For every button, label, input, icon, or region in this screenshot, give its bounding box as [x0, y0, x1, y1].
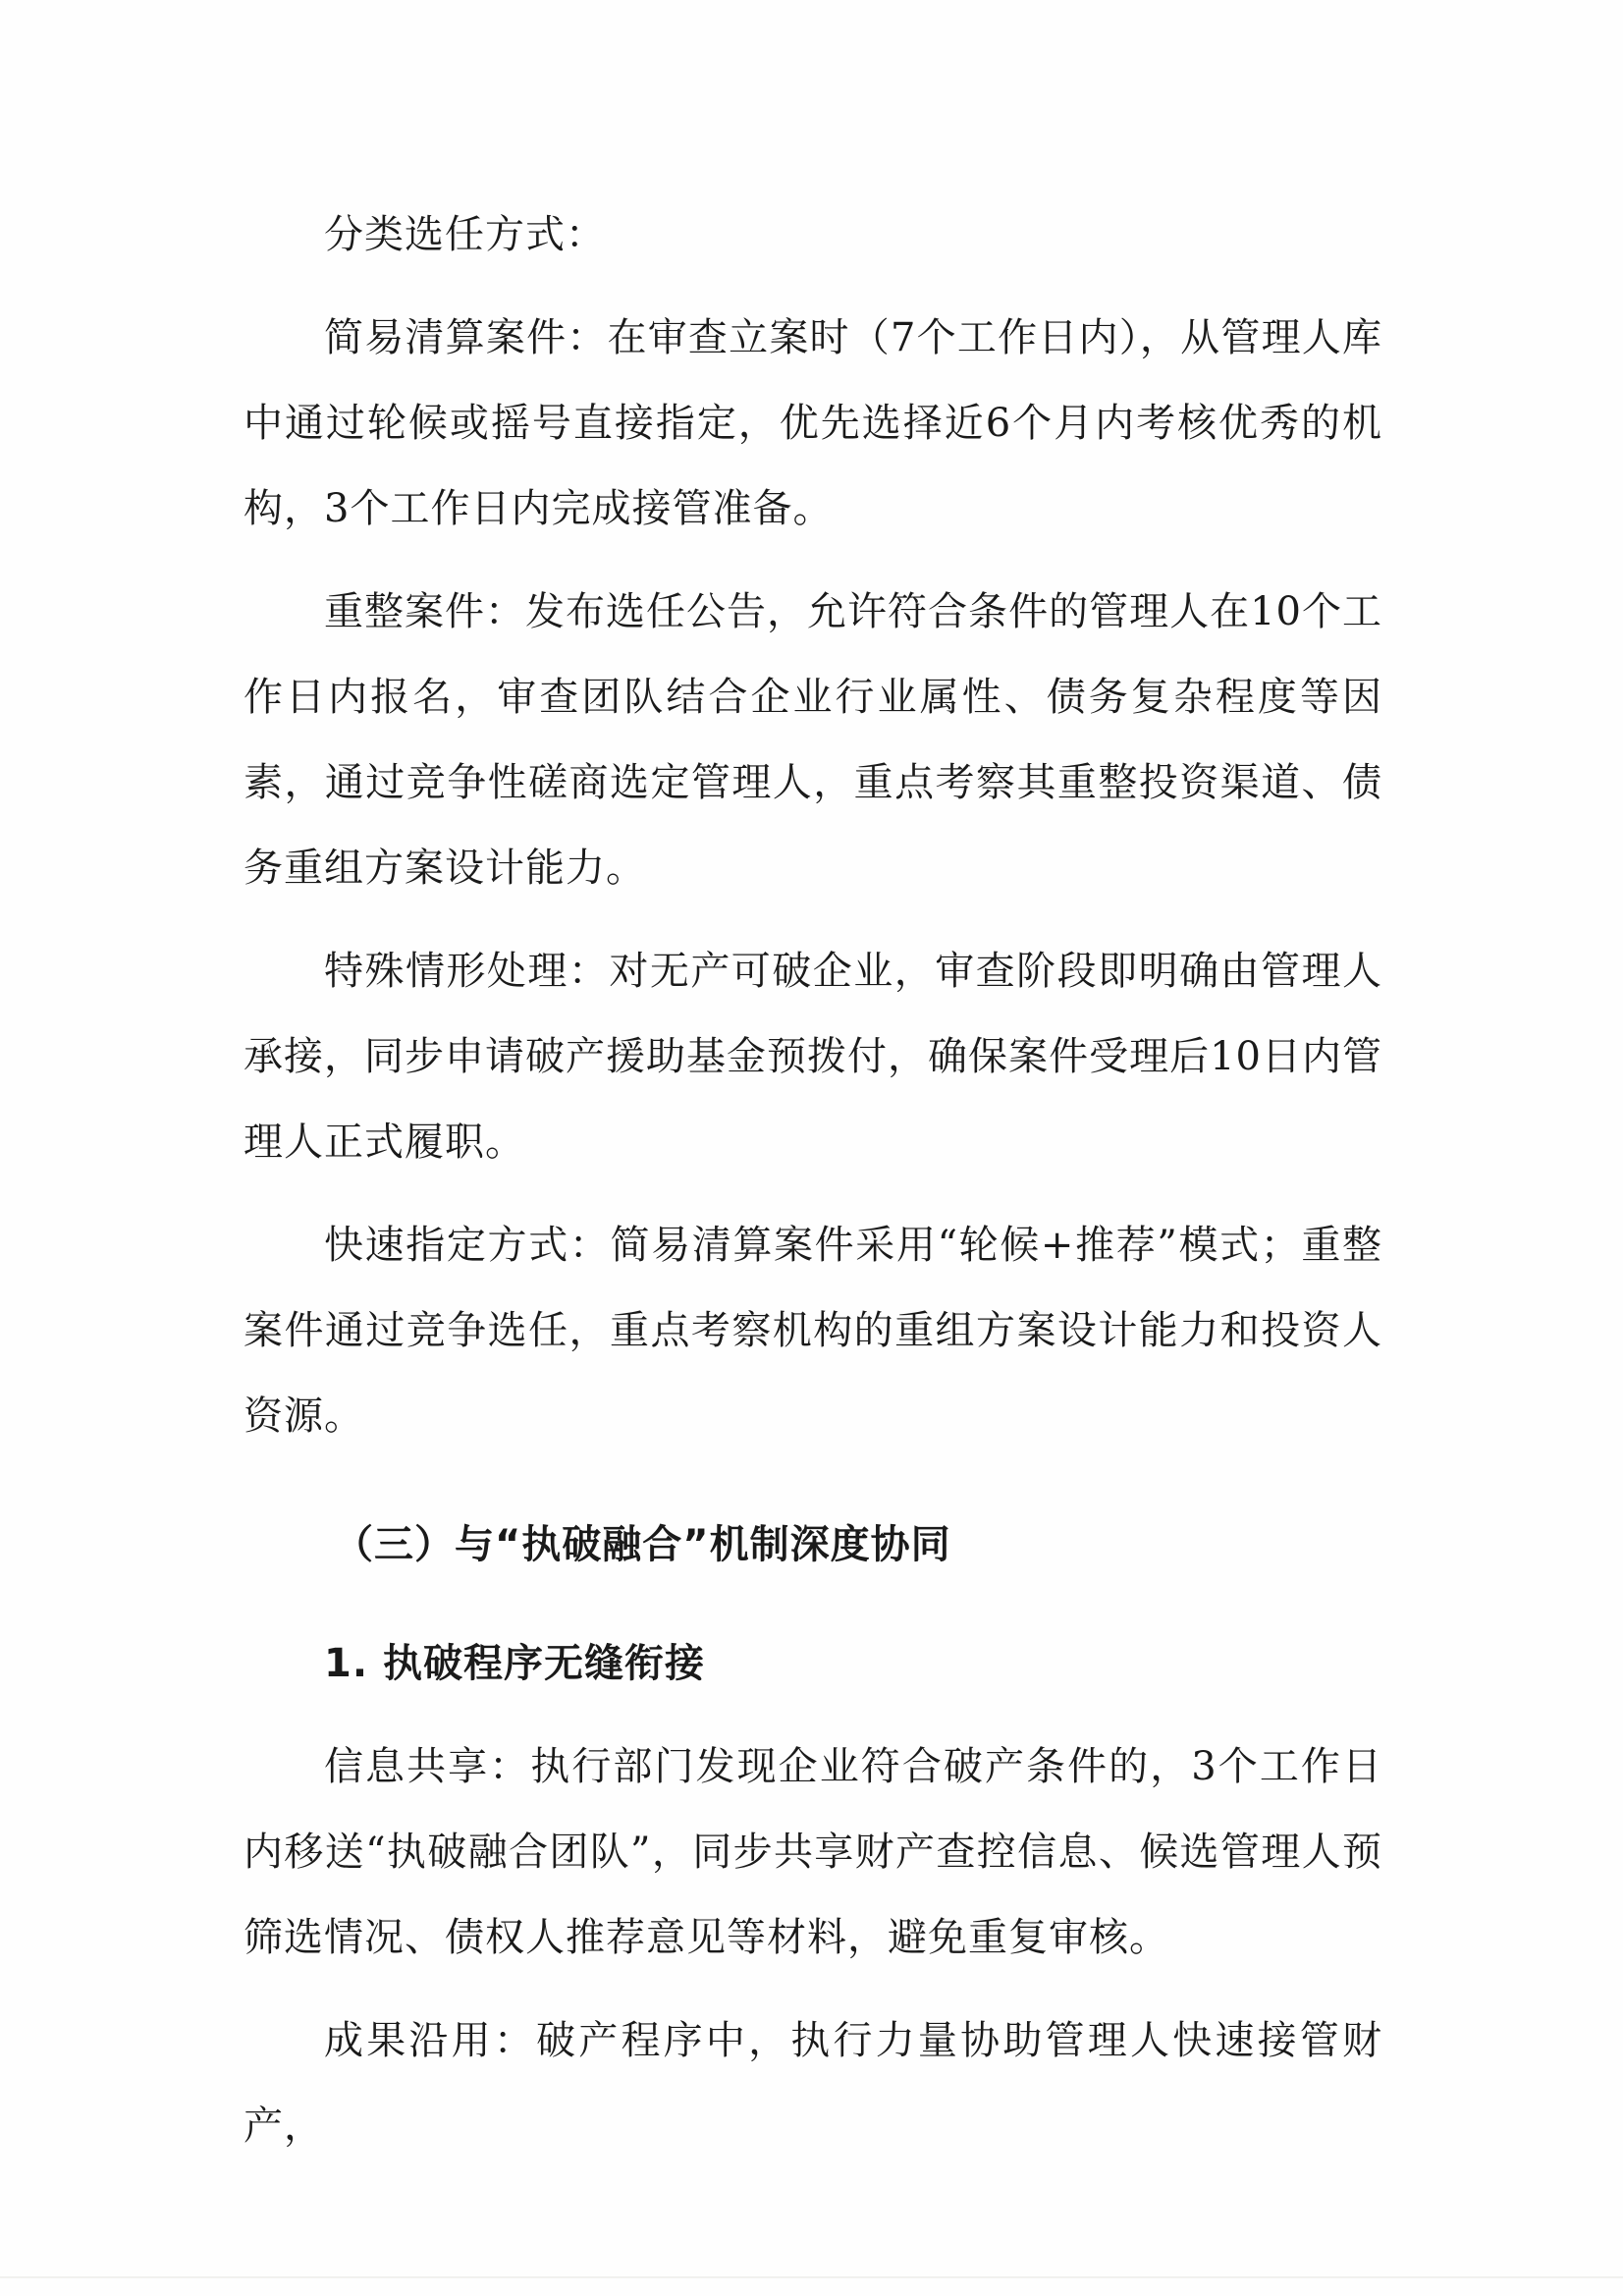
paragraph-simple-liquidation: 简易清算案件：在审查立案时（7个工作日内），从管理人库中通过轮候或摇号直接指定，优先选择近6个月内考核优秀的机构，3个工作日内完成接管准备。	[243, 315, 1382, 531]
document-body	[243, 192, 1382, 2187]
paragraph-selection-method: 分类选任方式：	[324, 212, 606, 257]
paragraph-result-reuse: 成果沿用：破产程序中，执行力量协助管理人快速接管财产，	[243, 2018, 1382, 2149]
section-heading: （三）与“执破融合”机制深度协同	[334, 1522, 951, 1567]
paragraph-quick-designation: 快速指定方式：简易清算案件采用“轮候+推荐”模式；重整案件通过竞争选任，重点考察机构的重组方案设计能力和投资人资源。	[243, 1223, 1382, 1439]
scan-edge	[0, 2276, 1623, 2278]
paragraph-reorganization: 重整案件：发布选任公告，允许符合条件的管理人在10个工作日内报名，审查团队结合企业行业属性、债务复杂程度等因素，通过竞争性磋商选定管理人，重点考察其重整投资渠道、债务重组方案设计能力。	[243, 589, 1382, 891]
paragraph-information-sharing: 信息共享：执行部门发现企业符合破产条件的，3个工作日内移送“执破融合团队”，同步共享财产查控信息、候选管理人预筛选情况、债权人推荐意见等材料，避免重复审核。	[243, 1744, 1382, 1960]
subsection-heading: 1. 执破程序无缝衔接	[324, 1641, 705, 1686]
paragraph-special-cases: 特殊情形处理：对无产可破企业，审查阶段即明确由管理人承接，同步申请破产援助基金预拨付，确保案件受理后10日内管理人正式履职。	[243, 949, 1382, 1165]
